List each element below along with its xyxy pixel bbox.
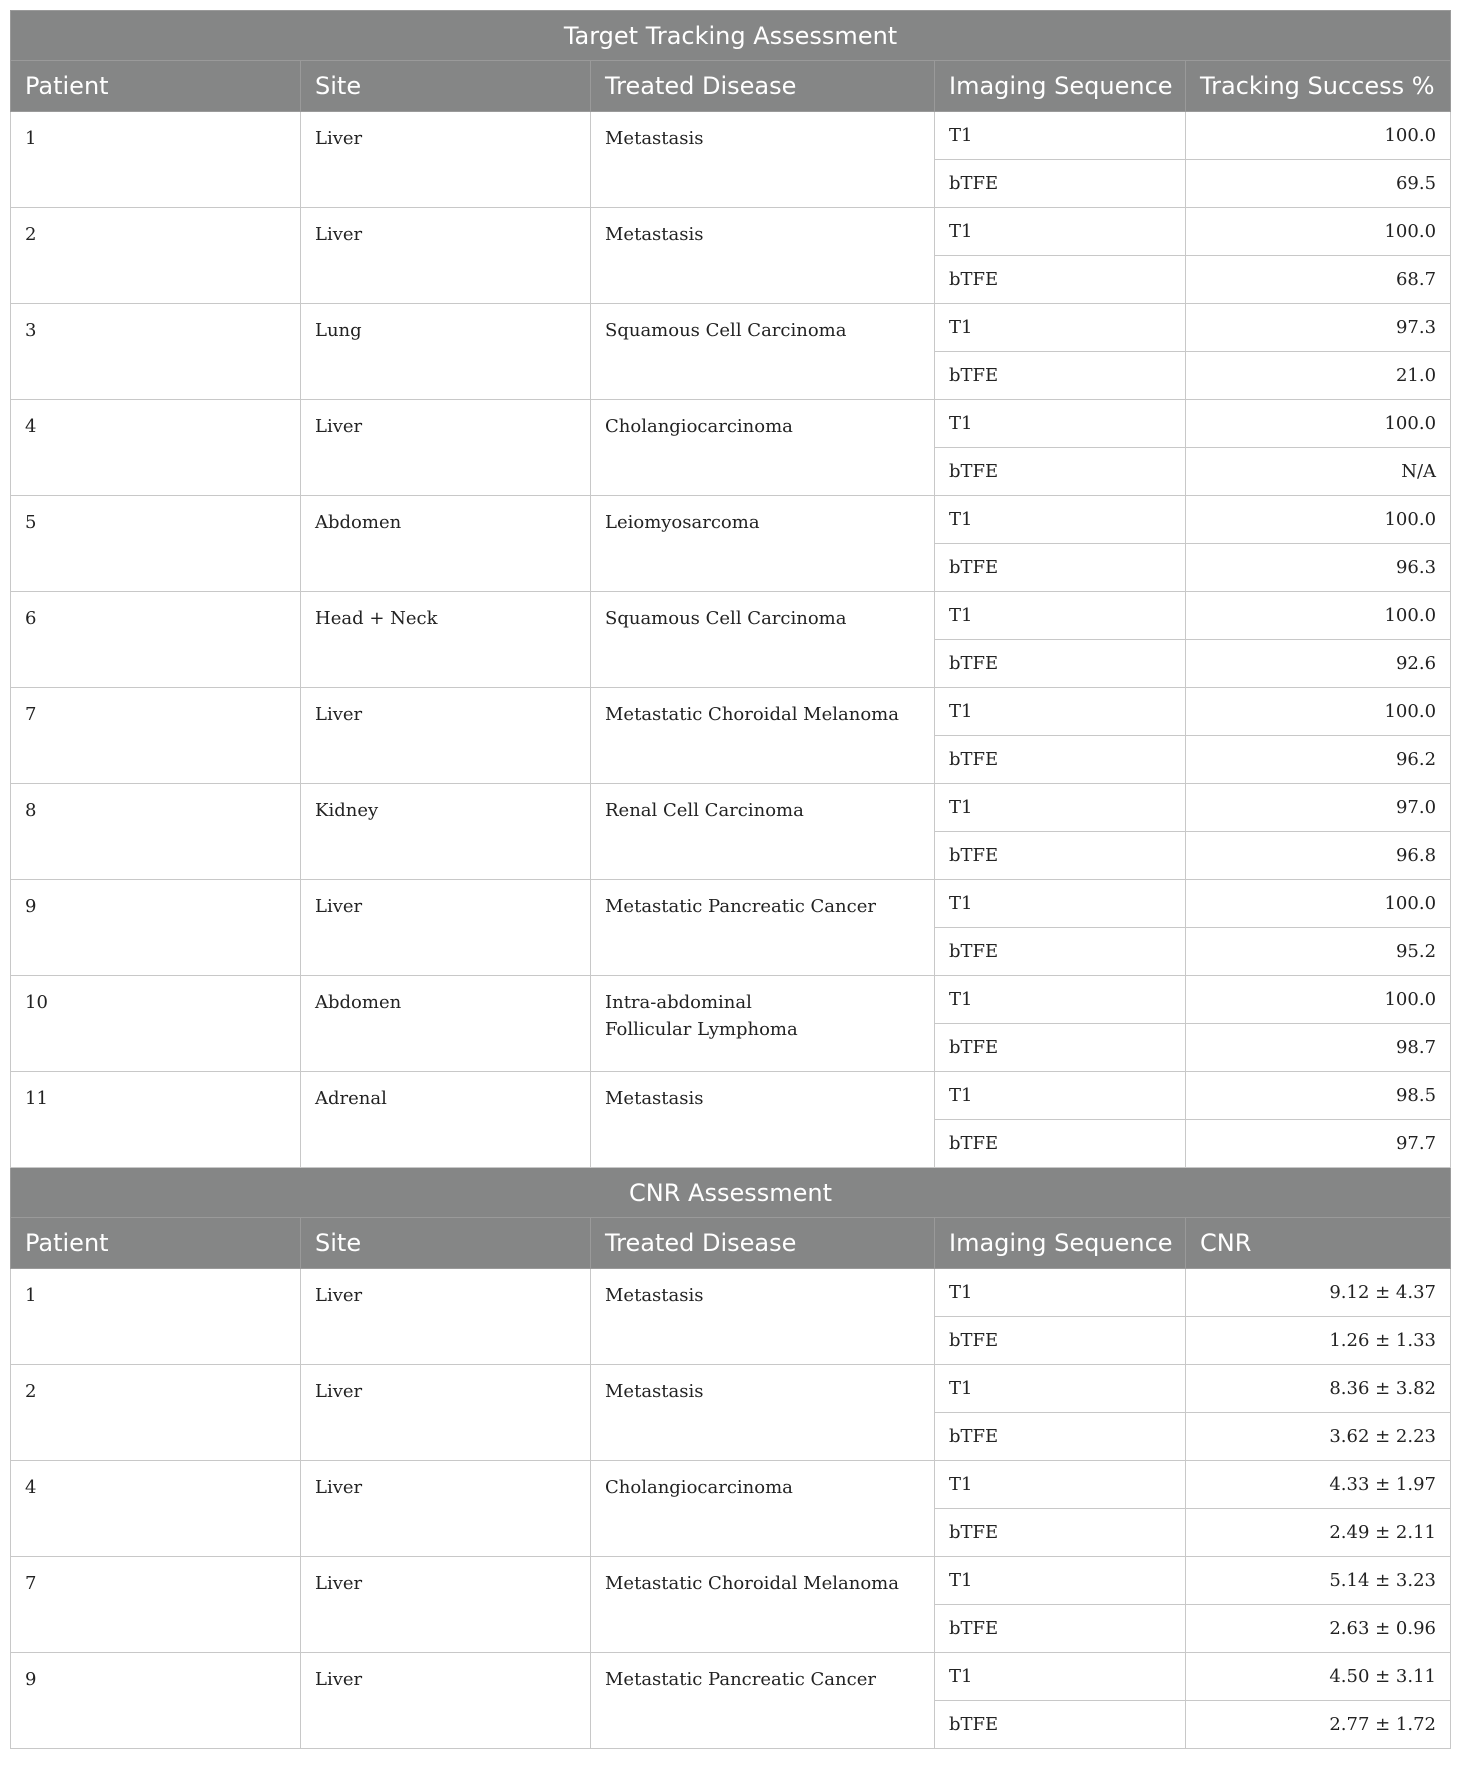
site-cell: Liver <box>301 1557 591 1653</box>
treated-disease-cell <box>591 880 935 976</box>
imaging-sequence-cell: bTFE <box>935 352 1186 400</box>
site-cell: Liver <box>301 1365 591 1461</box>
value-cell: 68.7 <box>1186 256 1451 304</box>
treated-disease-line: Follicular Lymphoma <box>605 1019 798 1040</box>
cnr-section-title-row <box>11 1168 1451 1218</box>
treated-disease-line: Renal Cell Carcinoma <box>605 800 804 821</box>
value-cell: 98.5 <box>1186 1072 1451 1120</box>
imaging-sequence-cell: bTFE <box>935 928 1186 976</box>
treated-disease-line: Metastasis <box>605 128 704 149</box>
results-table-body <box>11 11 1451 1749</box>
value-cell: 2.49 ± 2.11 <box>1186 1509 1451 1557</box>
treated-disease-cell <box>591 304 935 400</box>
column-header-patient: Patient <box>11 1218 301 1269</box>
patient-cell: 10 <box>11 976 301 1072</box>
tracking-section-title: Target Tracking Assessment <box>11 11 1451 61</box>
column-header-site: Site <box>301 1218 591 1269</box>
value-cell: 5.14 ± 3.23 <box>1186 1557 1451 1605</box>
tracking-header-row <box>11 61 1451 112</box>
imaging-sequence-cell: bTFE <box>935 1413 1186 1461</box>
table-row <box>11 208 1451 256</box>
site-cell: Lung <box>301 304 591 400</box>
value-cell: 8.36 ± 3.82 <box>1186 1365 1451 1413</box>
patient-cell: 1 <box>11 112 301 208</box>
value-cell: N/A <box>1186 448 1451 496</box>
treated-disease-line: Metastasis <box>605 1381 704 1402</box>
column-header-treated-disease: Treated Disease <box>591 1218 935 1269</box>
value-cell: 100.0 <box>1186 112 1451 160</box>
treated-disease-cell <box>591 112 935 208</box>
imaging-sequence-cell: T1 <box>935 304 1186 352</box>
table-row <box>11 1557 1451 1605</box>
patient-cell: 4 <box>11 400 301 496</box>
treated-disease-cell <box>591 1072 935 1168</box>
table-row <box>11 784 1451 832</box>
patient-cell: 1 <box>11 1269 301 1365</box>
imaging-sequence-cell: bTFE <box>935 448 1186 496</box>
site-cell: Abdomen <box>301 976 591 1072</box>
value-cell: 4.50 ± 3.11 <box>1186 1653 1451 1701</box>
results-table-document <box>10 10 1450 1749</box>
value-cell: 2.77 ± 1.72 <box>1186 1701 1451 1749</box>
treated-disease-cell <box>591 400 935 496</box>
patient-cell: 2 <box>11 1365 301 1461</box>
treated-disease-line: Cholangiocarcinoma <box>605 1477 793 1498</box>
imaging-sequence-cell: T1 <box>935 688 1186 736</box>
imaging-sequence-cell: bTFE <box>935 1509 1186 1557</box>
column-header-cnr: CNR <box>1186 1218 1451 1269</box>
treated-disease-cell <box>591 208 935 304</box>
cnr-section-title: CNR Assessment <box>11 1168 1451 1218</box>
patient-cell: 3 <box>11 304 301 400</box>
value-cell: 100.0 <box>1186 208 1451 256</box>
site-cell: Liver <box>301 400 591 496</box>
table-row <box>11 1653 1451 1701</box>
imaging-sequence-cell: T1 <box>935 112 1186 160</box>
site-cell: Liver <box>301 208 591 304</box>
treated-disease-line: Intra-abdominal <box>605 992 752 1013</box>
site-cell: Liver <box>301 1461 591 1557</box>
table-row <box>11 1365 1451 1413</box>
value-cell: 69.5 <box>1186 160 1451 208</box>
imaging-sequence-cell: bTFE <box>935 544 1186 592</box>
value-cell: 96.2 <box>1186 736 1451 784</box>
value-cell: 100.0 <box>1186 976 1451 1024</box>
imaging-sequence-cell: bTFE <box>935 1701 1186 1749</box>
table-row <box>11 496 1451 544</box>
site-cell: Abdomen <box>301 496 591 592</box>
cnr-header-row <box>11 1218 1451 1269</box>
imaging-sequence-cell: T1 <box>935 400 1186 448</box>
treated-disease-cell <box>591 496 935 592</box>
patient-cell: 6 <box>11 592 301 688</box>
patient-cell: 8 <box>11 784 301 880</box>
table-row <box>11 304 1451 352</box>
treated-disease-cell <box>591 1461 935 1557</box>
imaging-sequence-cell: T1 <box>935 1461 1186 1509</box>
site-cell: Liver <box>301 112 591 208</box>
table-row <box>11 1461 1451 1509</box>
imaging-sequence-cell: bTFE <box>935 256 1186 304</box>
value-cell: 9.12 ± 4.37 <box>1186 1269 1451 1317</box>
table-row <box>11 1072 1451 1120</box>
value-cell: 100.0 <box>1186 880 1451 928</box>
value-cell: 100.0 <box>1186 688 1451 736</box>
imaging-sequence-cell: bTFE <box>935 1024 1186 1072</box>
treated-disease-line: Metastatic Choroidal Melanoma <box>605 704 899 725</box>
table-row <box>11 688 1451 736</box>
column-header-treated-disease: Treated Disease <box>591 61 935 112</box>
value-cell: 97.0 <box>1186 784 1451 832</box>
imaging-sequence-cell: T1 <box>935 208 1186 256</box>
patient-cell: 5 <box>11 496 301 592</box>
patient-cell: 9 <box>11 880 301 976</box>
imaging-sequence-cell: T1 <box>935 784 1186 832</box>
treated-disease-line: Metastatic Pancreatic Cancer <box>605 896 876 917</box>
value-cell: 96.8 <box>1186 832 1451 880</box>
site-cell: Liver <box>301 880 591 976</box>
patient-cell: 7 <box>11 688 301 784</box>
value-cell: 100.0 <box>1186 400 1451 448</box>
treated-disease-cell <box>591 688 935 784</box>
column-header-site: Site <box>301 61 591 112</box>
imaging-sequence-cell: bTFE <box>935 160 1186 208</box>
value-cell: 1.26 ± 1.33 <box>1186 1317 1451 1365</box>
site-cell: Liver <box>301 1653 591 1749</box>
column-header-patient: Patient <box>11 61 301 112</box>
treated-disease-line: Metastasis <box>605 1088 704 1109</box>
treated-disease-cell <box>591 784 935 880</box>
imaging-sequence-cell: bTFE <box>935 640 1186 688</box>
value-cell: 2.63 ± 0.96 <box>1186 1605 1451 1653</box>
treated-disease-line: Metastasis <box>605 1285 704 1306</box>
treated-disease-line: Metastatic Pancreatic Cancer <box>605 1669 876 1690</box>
patient-cell: 11 <box>11 1072 301 1168</box>
site-cell: Adrenal <box>301 1072 591 1168</box>
value-cell: 98.7 <box>1186 1024 1451 1072</box>
treated-disease-line: Squamous Cell Carcinoma <box>605 608 847 629</box>
table-row <box>11 880 1451 928</box>
imaging-sequence-cell: T1 <box>935 1365 1186 1413</box>
site-cell: Kidney <box>301 784 591 880</box>
patient-cell: 9 <box>11 1653 301 1749</box>
imaging-sequence-cell: T1 <box>935 592 1186 640</box>
patient-cell: 7 <box>11 1557 301 1653</box>
imaging-sequence-cell: T1 <box>935 1072 1186 1120</box>
imaging-sequence-cell: T1 <box>935 880 1186 928</box>
treated-disease-line: Metastasis <box>605 224 704 245</box>
imaging-sequence-cell: T1 <box>935 1653 1186 1701</box>
imaging-sequence-cell: bTFE <box>935 832 1186 880</box>
table-row <box>11 400 1451 448</box>
value-cell: 92.6 <box>1186 640 1451 688</box>
imaging-sequence-cell: T1 <box>935 1269 1186 1317</box>
treated-disease-cell <box>591 1653 935 1749</box>
patient-cell: 4 <box>11 1461 301 1557</box>
imaging-sequence-cell: bTFE <box>935 1120 1186 1168</box>
imaging-sequence-cell: bTFE <box>935 1605 1186 1653</box>
table-row <box>11 592 1451 640</box>
value-cell: 21.0 <box>1186 352 1451 400</box>
site-cell: Head + Neck <box>301 592 591 688</box>
value-cell: 100.0 <box>1186 496 1451 544</box>
tracking-section-title-row <box>11 11 1451 61</box>
imaging-sequence-cell: T1 <box>935 496 1186 544</box>
patient-cell: 2 <box>11 208 301 304</box>
results-table <box>10 10 1451 1749</box>
imaging-sequence-cell: bTFE <box>935 1317 1186 1365</box>
treated-disease-cell <box>591 976 935 1072</box>
column-header-imaging-sequence: Imaging Sequence <box>935 1218 1186 1269</box>
value-cell: 97.7 <box>1186 1120 1451 1168</box>
value-cell: 97.3 <box>1186 304 1451 352</box>
site-cell: Liver <box>301 688 591 784</box>
treated-disease-cell <box>591 1557 935 1653</box>
column-header-imaging-sequence: Imaging Sequence <box>935 61 1186 112</box>
treated-disease-line: Squamous Cell Carcinoma <box>605 320 847 341</box>
imaging-sequence-cell: T1 <box>935 976 1186 1024</box>
treated-disease-line: Metastatic Choroidal Melanoma <box>605 1573 899 1594</box>
imaging-sequence-cell: T1 <box>935 1557 1186 1605</box>
value-cell: 100.0 <box>1186 592 1451 640</box>
value-cell: 95.2 <box>1186 928 1451 976</box>
imaging-sequence-cell: bTFE <box>935 736 1186 784</box>
treated-disease-line: Cholangiocarcinoma <box>605 416 793 437</box>
treated-disease-line: Leiomyosarcoma <box>605 512 760 533</box>
table-row <box>11 1269 1451 1317</box>
treated-disease-cell <box>591 1365 935 1461</box>
table-row <box>11 112 1451 160</box>
treated-disease-cell <box>591 1269 935 1365</box>
column-header-tracking-success: Tracking Success % <box>1186 61 1451 112</box>
value-cell: 96.3 <box>1186 544 1451 592</box>
value-cell: 3.62 ± 2.23 <box>1186 1413 1451 1461</box>
table-row <box>11 976 1451 1024</box>
site-cell: Liver <box>301 1269 591 1365</box>
value-cell: 4.33 ± 1.97 <box>1186 1461 1451 1509</box>
treated-disease-cell <box>591 592 935 688</box>
